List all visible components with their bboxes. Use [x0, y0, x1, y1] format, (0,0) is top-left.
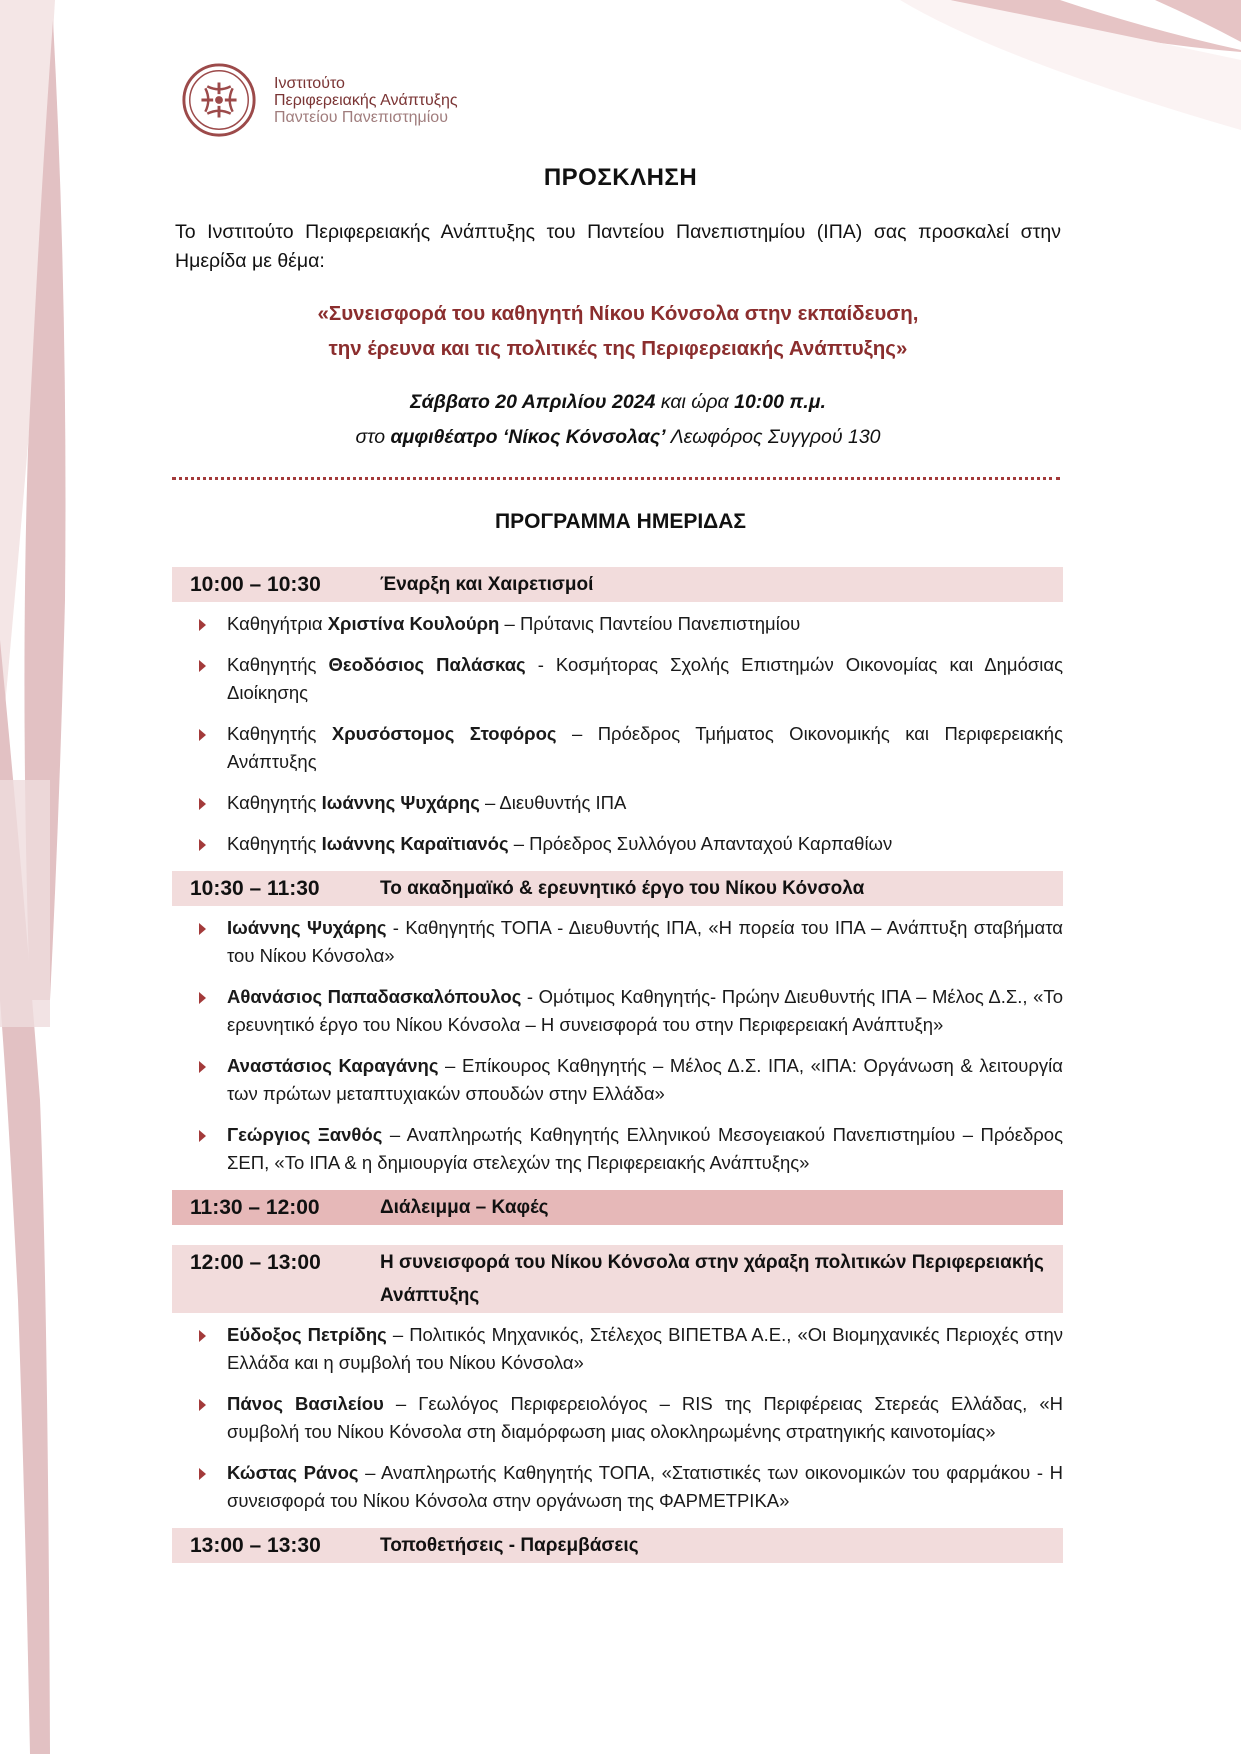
event-venue: αμφιθέατρο ‘Νίκος Κόνσολας’	[390, 426, 666, 448]
event-details	[175, 385, 1061, 455]
spacer	[172, 1569, 1063, 1583]
speaker-item	[172, 610, 1063, 638]
speaker-role-topic: – Διευθυντής ΙΠΑ	[479, 792, 627, 813]
speaker-name: Ιωάννης Ψυχάρης	[321, 792, 480, 813]
speaker-role-topic: – Πρόεδρος Συλλόγου Απανταχού Καρπαθίων	[508, 833, 893, 854]
institute-emblem-icon	[180, 61, 258, 139]
speaker-item	[172, 983, 1063, 1039]
time-slot-header	[172, 1190, 1063, 1225]
slot-time: 13:00 – 13:30	[190, 1534, 321, 1557]
triangle-bullet-icon	[199, 992, 206, 1004]
slot-title: Η συνεισφορά του Νίκου Κόνσολα στην χάραξη πολιτικών Περιφερειακής Ανάπτυξης	[380, 1252, 1044, 1306]
speaker-name: Γεώργιος Ξανθός	[227, 1124, 383, 1145]
institute-logo	[180, 60, 480, 140]
triangle-bullet-icon	[199, 839, 206, 851]
program-schedule	[172, 567, 1063, 1583]
speaker-name: Θεοδόσιος Παλάσκας	[328, 654, 526, 675]
triangle-bullet-icon	[199, 660, 206, 672]
event-theme	[175, 296, 1061, 366]
speaker-item	[172, 1459, 1063, 1515]
triangle-bullet-icon	[199, 1061, 206, 1073]
speaker-item	[172, 1121, 1063, 1177]
speaker-role-topic: – Γεωλόγος Περιφερειολόγος – RIS της Περιφέρειας Στερεάς Ελλάδας, «Η συμβολή του Νίκου Κόνσολα στη διαμόρφωση μιας ολοκληρωμένης στρατηγικής καινοτομίας»	[227, 1393, 1063, 1442]
logo-line-1: Ινστιτούτο	[274, 74, 345, 92]
speaker-item	[172, 914, 1063, 970]
event-address: Λεωφόρος Συγγρού 130	[670, 426, 881, 448]
speaker-name: Χρυσόστομος Στοφόρος	[331, 723, 557, 744]
speaker-role-topic: – Επίκουρος Καθηγητής – Μέλος Δ.Σ. ΙΠΑ, «ΙΠΑ: Οργάνωση & λειτουργία των πρώτων μεταπτυχιακών σπουδών στην Ελλάδα»	[227, 1055, 1063, 1104]
speaker-name: Ιωάννης Καραϊτιανός	[321, 833, 509, 854]
event-date: Σάββατο 20 Απριλίου 2024	[410, 391, 656, 413]
speaker-name: Χριστίνα Κουλούρη	[327, 613, 500, 634]
slot-title: Έναρξη και Χαιρετισμοί	[380, 574, 594, 595]
time-slot-header	[172, 1528, 1063, 1563]
event-venue-prefix: στο	[355, 426, 386, 448]
speaker-title: Καθηγήτρια	[227, 613, 328, 634]
speaker-list	[172, 914, 1063, 1177]
event-venue-line	[175, 420, 1061, 455]
time-slot-header	[172, 1245, 1063, 1313]
time-slot-header	[172, 567, 1063, 602]
speaker-item	[172, 1321, 1063, 1377]
triangle-bullet-icon	[199, 1468, 206, 1480]
speaker-role-topic: - Καθηγητής ΤΟΠΑ - Διευθυντής ΙΠΑ, «Η πορεία του ΙΠΑ – Ανάπτυξη σταβήματα του Νίκου Κόνσολα»	[227, 917, 1063, 966]
logo-line-3: Παντείου Πανεπιστημίου	[274, 108, 448, 126]
speaker-role-topic: – Πολιτικός Μηχανικός, Στέλεχος ΒΙΠΕΤΒΑ Α.Ε., «Οι Βιομηχανικές Περιοχές στην Ελλάδα και η συμβολή του Νίκου Κόνσολα»	[227, 1324, 1063, 1373]
speaker-role-topic: – Αναπληρωτής Καθηγητής ΤΟΠΑ, «Στατιστικές των οικονομικών του φαρμάκου - Η συνεισφορά του Νίκου Κόνσολα στην οργάνωση της ΦΑΡΜΕΤΡΙΚΑ»	[227, 1462, 1064, 1511]
intro-text: Το Ινστιτούτο Περιφερειακής Ανάπτυξης του Παντείου Πανεπιστημίου (ΙΠΑ) σας προσκαλεί στην Ημερίδα με θέμα:	[175, 221, 1061, 272]
triangle-bullet-icon	[199, 1399, 206, 1411]
event-theme-line-1: «Συνεισφορά του καθηγητή Νίκου Κόνσολα στην εκπαίδευση,	[317, 302, 919, 325]
speaker-list	[172, 610, 1063, 858]
speaker-role-topic: – Πρόεδρος Τμήματος Οικονομικής και Περιφερειακής Ανάπτυξης	[227, 723, 1063, 772]
speaker-item	[172, 651, 1063, 707]
triangle-bullet-icon	[199, 619, 206, 631]
time-slot-header	[172, 871, 1063, 906]
event-time-prefix: και ώρα	[660, 391, 729, 413]
speaker-item	[172, 720, 1063, 776]
speaker-name: Πάνος Βασιλείου	[227, 1393, 384, 1414]
speaker-name: Ιωάννης Ψυχάρης	[227, 917, 387, 938]
speaker-role-topic: - Ομότιμος Καθηγητής- Πρώην Διευθυντής ΙΠΑ – Μέλος Δ.Σ., «Το ερευνητικό έργο του Νίκου Κόνσολα – Η συνεισφορά του στην Περιφερειακή Ανάπτυξη»	[227, 986, 1063, 1035]
page-title: ΠΡΟΣΚΛΗΣΗ	[543, 164, 698, 191]
event-time: 10:00 π.μ.	[734, 391, 826, 413]
slot-time: 10:30 – 11:30	[190, 877, 320, 900]
triangle-bullet-icon	[199, 798, 206, 810]
speaker-item	[172, 830, 1063, 858]
event-datetime	[175, 385, 1061, 420]
triangle-bullet-icon	[199, 729, 206, 741]
triangle-bullet-icon	[199, 1130, 206, 1142]
slot-time: 10:00 – 10:30	[190, 573, 321, 596]
speaker-list	[172, 1321, 1063, 1515]
slot-title: Το ακαδημαϊκό & ερευνητικό έργο του Νίκου Κόνσολα	[380, 878, 865, 899]
slot-title: Τοποθετήσεις - Παρεμβάσεις	[380, 1535, 639, 1556]
speaker-role-topic: – Αναπληρωτής Καθηγητής Ελληνικού Μεσογειακού Πανεπιστημίου – Πρόεδρος ΣΕΠ, «Το ΙΠΑ & η δημιουργία στελεχών της Περιφερειακής Ανάπτυξης»	[227, 1124, 1063, 1173]
dotted-divider	[172, 477, 1060, 480]
speaker-name: Κώστας Ράνος	[227, 1462, 359, 1483]
event-theme-line-2: την έρευνα και τις πολιτικές της Περιφερειακής Ανάπτυξης»	[328, 337, 908, 360]
speaker-item	[172, 1390, 1063, 1446]
speaker-title: Καθηγητής	[227, 654, 329, 675]
spacer	[172, 1231, 1063, 1245]
speaker-title: Καθηγητής	[227, 723, 332, 744]
triangle-bullet-icon	[199, 1330, 206, 1342]
speaker-name: Αναστάσιος Καραγάνης	[227, 1055, 439, 1076]
speaker-title: Καθηγητής	[227, 833, 322, 854]
slot-title: Διάλειμμα – Καφές	[380, 1197, 549, 1218]
speaker-title: Καθηγητής	[227, 792, 322, 813]
logo-line-2: Περιφερειακής Ανάπτυξης	[274, 91, 458, 109]
program-title: ΠΡΟΓΡΑΜΜΑ ΗΜΕΡΙΔΑΣ	[494, 510, 747, 533]
speaker-name: Αθανάσιος Παπαδασκαλόπουλος	[227, 986, 522, 1007]
slot-time: 12:00 – 13:00	[190, 1251, 321, 1274]
speaker-item	[172, 789, 1063, 817]
triangle-bullet-icon	[199, 923, 206, 935]
speaker-role-topic: - Κοσμήτορας Σχολής Επιστημών Οικονομίας και Δημόσιας Διοίκησης	[227, 654, 1064, 703]
speaker-name: Εύδοξος Πετρίδης	[227, 1324, 387, 1345]
speaker-item	[172, 1052, 1063, 1108]
speaker-role-topic: – Πρύτανις Παντείου Πανεπιστημίου	[499, 613, 801, 634]
slot-time: 11:30 – 12:00	[190, 1196, 320, 1219]
